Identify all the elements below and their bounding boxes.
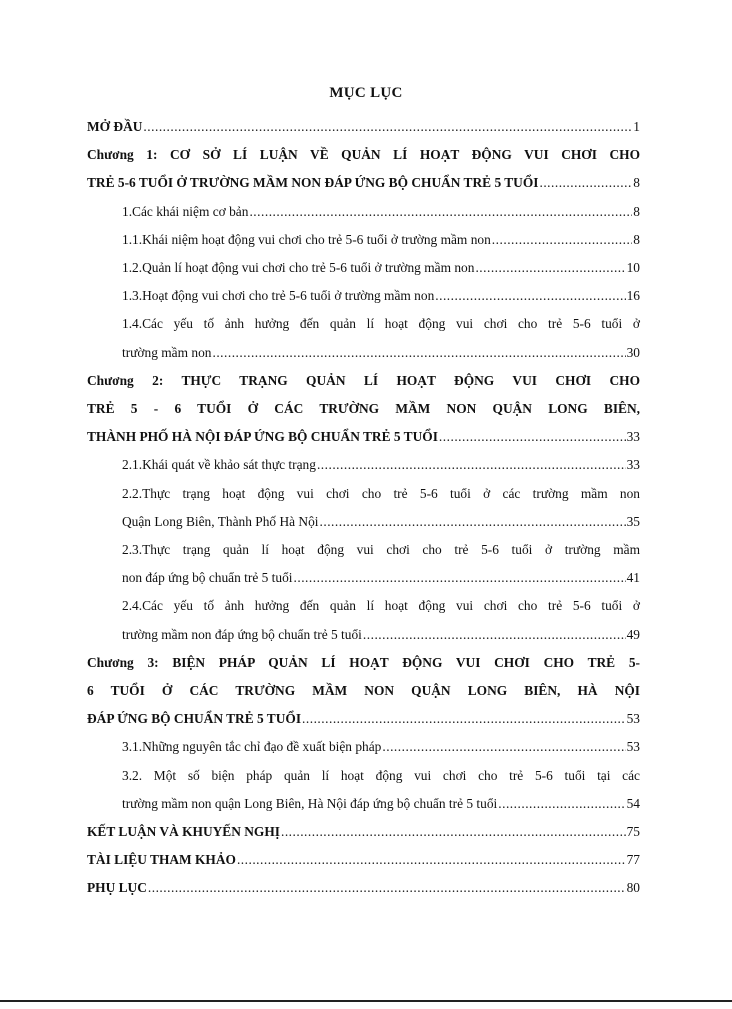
toc-page-number: 8 — [633, 231, 640, 247]
toc-entry-text: 2.1.Khái quát về khảo sát thực trạng — [122, 457, 316, 473]
toc-entry-line: Chương 1: CƠ SỞ LÍ LUẬN VỀ QUẢN LÍ HOẠT ĐỘNG VUI CHƠI CHO — [87, 147, 640, 163]
toc-entry-line: 2.4.Các yếu tố ảnh hưởng đến quản lí hoạt động vui chơi cho trẻ 5-6 tuổi ở — [122, 598, 640, 614]
toc-chapter-entry[interactable] — [87, 367, 640, 452]
toc-chapter-entry[interactable] — [87, 113, 640, 141]
toc-entry-line: Chương 3: BIỆN PHÁP QUẢN LÍ HOẠT ĐỘNG VUI CHƠI CHO TRẺ 5- — [87, 654, 640, 670]
toc-section-entry[interactable] — [87, 536, 640, 592]
toc-page-number: 80 — [626, 880, 640, 896]
toc-entry-text: MỞ ĐẦU — [87, 119, 143, 134]
toc-dot-leader — [363, 621, 626, 649]
toc-entry-line: 3.2. Một số biện pháp quản lí hoạt động vui chơi cho trẻ 5-6 tuổi tại các — [122, 767, 640, 783]
toc-entry-text: trường mầm non quận Long Biên, Hà Nội đáp ứng bộ chuẩn trẻ 5 tuổi — [122, 795, 498, 811]
toc-dot-leader — [148, 874, 626, 902]
toc-entry-final-line — [122, 621, 640, 649]
toc-entry-text: 1.Các khái niệm cơ bản — [122, 203, 249, 219]
toc-entry-text: TÀI LIỆU THAM KHẢO — [87, 852, 236, 868]
toc-entry-final-line — [87, 846, 640, 874]
toc-section-entry[interactable] — [87, 733, 640, 761]
toc-entry-final-line — [87, 874, 640, 902]
toc-entry-text: Quận Long Biên, Thành Phố Hà Nội — [122, 513, 319, 529]
toc-entry-final-line — [122, 790, 640, 818]
toc-section-entry[interactable] — [87, 198, 640, 226]
toc-entry-line: 1.4.Các yếu tố ảnh hưởng đến quản lí hoạt động vui chơi cho trẻ 5-6 tuổi ở — [122, 316, 640, 332]
toc-entry-final-line — [87, 113, 640, 141]
toc-section-entry[interactable] — [87, 226, 640, 254]
toc-dot-leader — [143, 113, 632, 141]
toc-entry-text: trường mầm non — [122, 344, 212, 360]
toc-dot-leader — [302, 705, 626, 733]
toc-dot-leader — [498, 790, 625, 818]
toc-entry-final-line — [122, 254, 640, 282]
toc-dot-leader — [382, 733, 625, 761]
toc-entry-line: 2.2.Thực trạng hoạt động vui chơi cho trẻ 5-6 tuổi ở các trường mầm non — [122, 485, 640, 501]
toc-page-number: 53 — [626, 739, 640, 755]
toc-entry-final-line — [87, 169, 640, 197]
toc-entry-final-line — [87, 705, 640, 733]
toc-page-number: 77 — [626, 852, 640, 868]
toc-dot-leader — [492, 226, 633, 254]
toc-entry-final-line — [122, 226, 640, 254]
toc-dot-leader — [317, 451, 626, 479]
toc-section-entry[interactable] — [87, 480, 640, 536]
toc-page-number: 75 — [626, 824, 640, 840]
toc-entry-line: 6 TUỔI Ở CÁC TRƯỜNG MẦM NON QUẬN LONG BIÊN, HÀ NỘI — [87, 683, 640, 699]
toc-dot-leader — [475, 254, 625, 282]
toc-dot-leader — [249, 198, 632, 226]
toc-entry-text: non đáp ứng bộ chuẩn trẻ 5 tuổi — [122, 570, 293, 586]
toc-page-number: 8 — [633, 175, 640, 191]
toc-entry-text: ĐÁP ỨNG BỘ CHUẨN TRẺ 5 TUỔI — [87, 711, 302, 727]
toc-entry-text: TRẺ 5-6 TUỔI Ở TRƯỜNG MẦM NON ĐÁP ỨNG BỘ CHUẨN TRẺ 5 TUỔI — [87, 175, 539, 191]
toc-dot-leader — [212, 339, 625, 367]
toc-entry-line: 2.3.Thực trạng quản lí hoạt động vui chơi cho trẻ 5-6 tuổi ở trường mầm — [122, 542, 640, 558]
toc-chapter-entry[interactable] — [87, 649, 640, 734]
toc-page-number: 49 — [626, 626, 640, 642]
toc-page-number: 33 — [626, 457, 640, 473]
toc-page-number: 54 — [626, 795, 640, 811]
toc-entry-text: THÀNH PHỐ HÀ NỘI ĐÁP ỨNG BỘ CHUẨN TRẺ 5 TUỔI — [87, 429, 438, 445]
toc-entry-text: 1.3.Hoạt động vui chơi cho trẻ 5-6 tuổi ở trường mầm non — [122, 288, 435, 304]
toc-entry-final-line — [122, 282, 640, 310]
toc-section-entry[interactable] — [87, 592, 640, 648]
toc-entry-line: Chương 2: THỰC TRẠNG QUẢN LÍ HOẠT ĐỘNG VUI CHƠI CHO — [87, 372, 640, 388]
toc-entry-final-line — [122, 451, 640, 479]
toc-page-number: 41 — [626, 570, 640, 586]
page-bottom-rule — [0, 1000, 732, 1002]
toc-chapter-entry[interactable] — [87, 846, 640, 874]
toc-entry-final-line — [122, 564, 640, 592]
toc-entry-final-line — [122, 733, 640, 761]
toc-entry-text: trường mầm non đáp ứng bộ chuẩn trẻ 5 tuổi — [122, 626, 362, 642]
toc-page-number: 53 — [626, 711, 640, 727]
toc-dot-leader — [294, 564, 626, 592]
toc-title: MỤC LỤC — [329, 85, 403, 101]
toc-entry-final-line — [87, 423, 640, 451]
toc-page-number: 35 — [626, 513, 640, 529]
toc-entry-text: 1.1.Khái niệm hoạt động vui chơi cho trẻ 5-6 tuổi ở trường mầm non — [122, 231, 491, 247]
toc-section-entry[interactable] — [87, 282, 640, 310]
toc-chapter-entry[interactable] — [87, 141, 640, 197]
toc-page-number: 16 — [626, 288, 640, 304]
toc-page-number: 8 — [633, 203, 640, 219]
toc-section-entry[interactable] — [87, 451, 640, 479]
toc-chapter-entry[interactable] — [87, 874, 640, 902]
toc-dot-leader — [320, 508, 626, 536]
table-of-contents — [87, 113, 640, 903]
toc-dot-leader — [435, 282, 625, 310]
toc-page-number: 10 — [626, 260, 640, 276]
toc-entry-final-line — [122, 339, 640, 367]
toc-dot-leader — [237, 846, 626, 874]
toc-section-entry[interactable] — [87, 310, 640, 366]
toc-page-number: 1 — [633, 119, 640, 134]
toc-page-number: 30 — [626, 344, 640, 360]
toc-entry-final-line — [122, 198, 640, 226]
toc-entry-line: TRẺ 5 - 6 TUỔI Ở CÁC TRƯỜNG MẦM NON QUẬN LONG BIÊN, — [87, 401, 640, 417]
toc-section-entry[interactable] — [87, 254, 640, 282]
toc-chapter-entry[interactable] — [87, 818, 640, 846]
toc-entry-text: KẾT LUẬN VÀ KHUYẾN NGHỊ — [87, 824, 280, 840]
toc-dot-leader — [539, 169, 632, 197]
toc-section-entry[interactable] — [87, 762, 640, 818]
toc-dot-leader — [281, 818, 626, 846]
toc-entry-final-line — [122, 508, 640, 536]
toc-entry-text: 1.2.Quản lí hoạt động vui chơi cho trẻ 5-6 tuổi ở trường mầm non — [122, 260, 475, 276]
toc-entry-text: 3.1.Những nguyên tắc chỉ đạo đề xuất biện pháp — [122, 739, 382, 755]
toc-entry-final-line — [87, 818, 640, 846]
toc-entry-text: PHỤ LỤC — [87, 880, 147, 896]
toc-page-number: 33 — [626, 429, 640, 445]
toc-dot-leader — [439, 423, 626, 451]
